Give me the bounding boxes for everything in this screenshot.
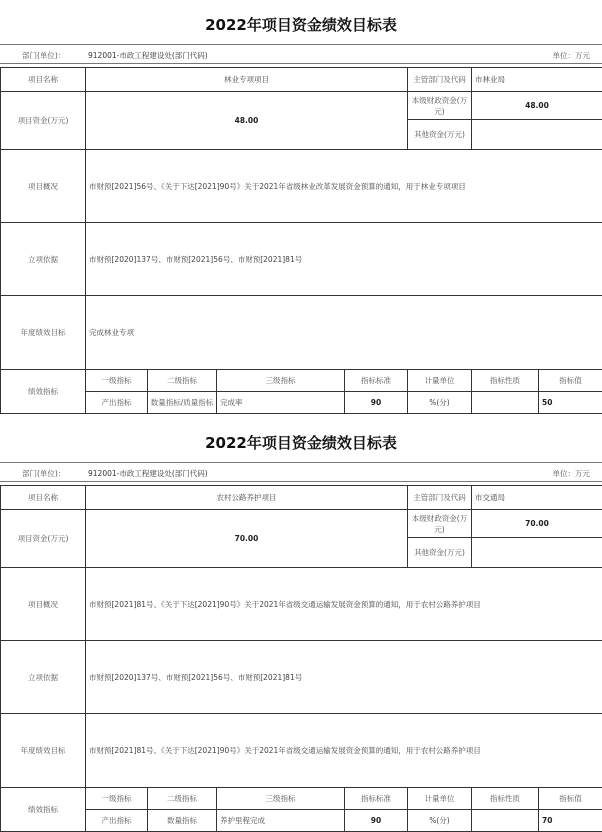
unit-value: 912001-市政工程建设处(部门代码) — [88, 50, 208, 61]
policy-label: 立项依据 — [1, 641, 86, 714]
dept-value: 市交通局 — [472, 486, 602, 510]
header-cell: 一级指标 — [86, 788, 148, 810]
row-cell: 完成率 — [217, 392, 345, 414]
amount-label: 项目资金(万元) — [1, 92, 86, 150]
amount-value: 48.00 — [86, 92, 408, 150]
amount-label: 项目资金(万元) — [1, 510, 86, 568]
fin-label: 本级财政资金(万元) — [408, 92, 472, 120]
sheet-title: 2022年项目资金绩效目标表 — [0, 14, 602, 35]
header-cell: 三级指标 — [217, 370, 345, 392]
header-cell: 计量单位 — [408, 788, 472, 810]
header-cell: 指标性质 — [472, 788, 539, 810]
row-cell: 90 — [345, 810, 408, 832]
row-cell: %(分) — [408, 810, 472, 832]
other-label: 其他资金(万元) — [408, 120, 472, 150]
indicator-label: 绩效指标 — [1, 788, 86, 832]
row-cell: 产出指标 — [86, 810, 148, 832]
money-unit: 单位：万元 — [553, 50, 591, 61]
other-label: 其他资金(万元) — [408, 538, 472, 568]
amount-value: 70.00 — [86, 510, 408, 568]
fin-value: 48.00 — [472, 92, 602, 120]
project-name: 农村公路养护项目 — [86, 486, 408, 510]
row-cell: 产出指标 — [86, 392, 148, 414]
meta-row — [0, 44, 602, 64]
project-name: 林业专项项目 — [86, 68, 408, 92]
sheet-title: 2022年项目资金绩效目标表 — [0, 432, 602, 453]
policy-text: 市财预[2020]137号、市财预[2021]56号、市财预[2021]81号 — [86, 223, 602, 296]
dept-label: 主管部门及代码 — [408, 68, 472, 92]
header-cell: 一级指标 — [86, 370, 148, 392]
policy-label: 立项依据 — [1, 223, 86, 296]
fin-label: 本级财政资金(万元) — [408, 510, 472, 538]
meta-row — [0, 462, 602, 482]
project-name-label: 项目名称 — [1, 486, 86, 510]
basis-label: 项目概况 — [1, 568, 86, 641]
project-name-label: 项目名称 — [1, 68, 86, 92]
indicator-label: 绩效指标 — [1, 370, 86, 414]
row-cell: %(分) — [408, 392, 472, 414]
unit-value: 912001-市政工程建设处(部门代码) — [88, 468, 208, 479]
row-cell — [472, 810, 539, 832]
row-cell: 数量指标 — [148, 810, 217, 832]
header-cell: 指标值 — [539, 370, 602, 392]
fin-value: 70.00 — [472, 510, 602, 538]
goal-label: 年度绩效目标 — [1, 296, 86, 370]
target-table — [0, 67, 602, 414]
goal-text: 完成林业专项 — [86, 296, 602, 370]
header-cell: 指标标准 — [345, 370, 408, 392]
row-cell: 70 — [539, 810, 602, 832]
unit-label: 部门(单位)： — [22, 468, 65, 479]
money-unit: 单位：万元 — [553, 468, 591, 479]
policy-text: 市财预[2020]137号、市财预[2021]56号、市财预[2021]81号 — [86, 641, 602, 714]
header-cell: 二级指标 — [148, 370, 217, 392]
dept-value: 市林业局 — [472, 68, 602, 92]
row-cell: 90 — [345, 392, 408, 414]
header-cell: 指标标准 — [345, 788, 408, 810]
header-cell: 计量单位 — [408, 370, 472, 392]
basis-label: 项目概况 — [1, 150, 86, 223]
unit-label: 部门(单位)： — [22, 50, 65, 61]
dept-label: 主管部门及代码 — [408, 486, 472, 510]
header-cell: 二级指标 — [148, 788, 217, 810]
row-cell: 数量指标/质量指标 — [148, 392, 217, 414]
other-value — [472, 538, 602, 568]
row-cell: 50 — [539, 392, 602, 414]
basis-text: 市财预[2021]56号、《关于下达[2021]90号》关于2021年省级林业改革发展资金预算的通知，用于林业专项项目 — [86, 150, 602, 223]
other-value — [472, 120, 602, 150]
goal-label: 年度绩效目标 — [1, 714, 86, 788]
goal-text: 市财预[2021]81号、《关于下达[2021]90号》关于2021年省级交通运输发展资金预算的通知，用于农村公路养护项目 — [86, 714, 602, 788]
row-cell — [472, 392, 539, 414]
basis-text: 市财预[2021]81号、《关于下达[2021]90号》关于2021年省级交通运输发展资金预算的通知，用于农村公路养护项目 — [86, 568, 602, 641]
row-cell: 养护里程完成 — [217, 810, 345, 832]
header-cell: 三级指标 — [217, 788, 345, 810]
target-table — [0, 485, 602, 832]
header-cell: 指标值 — [539, 788, 602, 810]
header-cell: 指标性质 — [472, 370, 539, 392]
